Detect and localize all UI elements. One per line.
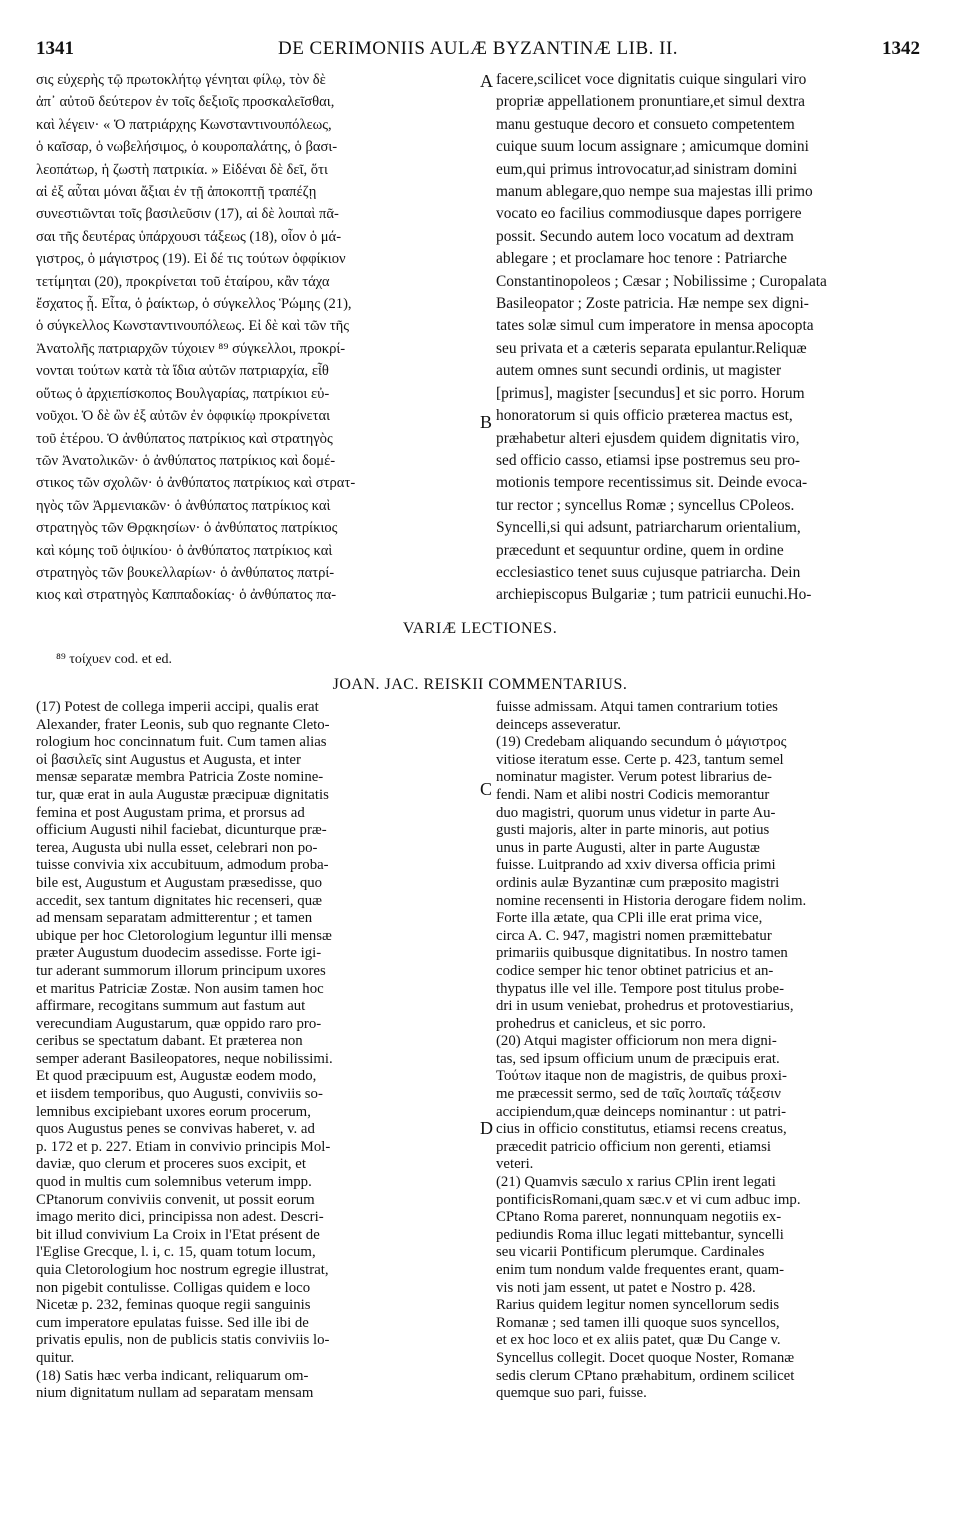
commentary-line: codice semper hic tenor obtinet patricius et an- (496, 962, 774, 979)
margin-marker-c: C (480, 779, 493, 799)
commentary-line: pediundis Roma illuc legati mittebantur, syncelli (496, 1226, 784, 1243)
commentary-line: bit illud convivium La Croix in l'Etat présent de (36, 1226, 320, 1243)
commentary-line: nomine recensenti in Historia derogare fidem nolim. (496, 892, 807, 909)
commentary-line: privatis epulis, non de publicis statis conviviis lo- (36, 1332, 330, 1349)
latin-text-line: archiepiscopus Bulgariæ ; tum patricii eunuchi.Ho- (496, 586, 812, 604)
greek-text-line: συνεστιῶνται τοῖς βασιλεῦσιν (17), αἱ δὲ λοιπαὶ πᾶ- (36, 206, 339, 223)
commentary-line: accipiendum,quæ deinceps nominantur : ut patri- (496, 1103, 787, 1120)
greek-text-line: Ἀνατολῆς πατριαρχῶν τύχοιεν ⁸⁹ σύγκελλοι, προκρί- (36, 340, 346, 357)
latin-text-line: propriæ appellationem pronuntiare,et simul dextra (496, 93, 806, 111)
commentary-line: præcedit patricio officium non gerenti, etiamsi (496, 1138, 772, 1155)
commentary-line: prohedrus et canicleus, et sic porro. (496, 1015, 706, 1032)
commentary-line: sedis clerum CPtano præhabitum, ordinem scilicet (496, 1367, 795, 1384)
commentary-line: circa A. C. 947, magistri nomen præmittebatur (496, 927, 772, 944)
commentary-line: Romanæ ; sed tamen illi quoque suos syncellos, (496, 1314, 780, 1331)
commentary-line: nominatur magister. Verum potest librarius de- (496, 769, 772, 786)
commentary-line: CPtanorum conviviis convenit, ut possit eorum (36, 1191, 315, 1208)
greek-text-line: ηγὸς τῶν Ἀρμενιακῶν· ὁ ἀνθύπατος πατρίκιος καὶ (36, 497, 331, 514)
latin-text-line: motionis tempore recentissimus sit. Deinde evoca- (496, 474, 808, 492)
commentary-line: præter Augustum duodecim assedisse. Forte igi- (36, 945, 322, 962)
commentary-line: vis noti jam essent, ut patet e Nostro p. 428. (496, 1279, 756, 1296)
commentary-line: cum imperatore epulatas fuisse. Sed ille ibi de (36, 1314, 309, 1331)
commentary-line: tur, quæ erat in aula Augustæ præcipuæ dignitatis (36, 786, 329, 803)
latin-translation-column (496, 69, 928, 607)
latin-text-line: manu gestuque decoro et consueto competentem (496, 115, 795, 133)
variae-lectiones-heading: VARIÆ LECTIONES. (402, 620, 558, 637)
commentary-line: femina et post Augustam prima, et prorsus ad (36, 804, 305, 821)
latin-text-line: tates solæ simul cum imperatore in mensa apocopta (496, 317, 814, 335)
commentary-heading: JOAN. JAC. REISKII COMMENTARIUS. (332, 676, 628, 693)
commentary-line: primariis quibusque dignitatibus. In nostro tamen (496, 945, 788, 962)
commentary-line: (21) Quamvis sæculo x rarius CPlin irent legati (496, 1174, 776, 1191)
latin-text-line: eum,qui primus introvocatur,ad sinistram domini (496, 160, 798, 178)
greek-text-line: ἀπ᾽ αὐτοῦ δεύτερον ἐν τοῖς δεξιοῖς προσκαλεῖσθαι, (36, 94, 335, 111)
margin-marker-d: D (480, 1118, 493, 1138)
commentary-line: Alexander, frater Leonis, sub quo regnante Cleto- (36, 716, 330, 733)
commentary-line: lemnibus excipiebant uxores eorum procerum, (36, 1103, 311, 1120)
greek-text-line: νοῦχοι. Ὁ δὲ ὢν ἐξ αὐτῶν ἐν ὀφφικίῳ προκρίνεται (36, 408, 331, 425)
commentary-line: accedit, sex tantum dignitates hic recenseri, quæ (36, 892, 322, 909)
commentary-line: dri in usum veniebat, prohedrus et protovestiarius, (496, 998, 794, 1015)
commentary-line: bile est, Augustum et Augustam præsedisse, quo (36, 874, 323, 891)
commentary-line: seu vicarii Pontificum plerumque. Cardinales (496, 1244, 765, 1261)
commentary-line: ubique per hoc Cletorologium leguntur illi mensæ (36, 927, 332, 944)
commentary-line: Rarius quidem legitur nomen syncellorum sedis (496, 1297, 780, 1314)
page-number-left: 1341 (36, 38, 74, 59)
commentary-line: tas, sed ipsum officium unum de præcipuis erat. (496, 1050, 780, 1067)
greek-text-line: καὶ κόμης τοῦ ὀψικίου· ὁ ἀνθύπατος πατρίκιος καὶ (36, 542, 333, 559)
latin-text-line: ecclesiastico tenet suus cujusque patriarcha. Dein (496, 563, 801, 581)
greek-text-column (36, 69, 476, 607)
margin-marker-b: B (480, 412, 493, 432)
commentary-line: enim tum nondum valde frequentes erant, quam- (496, 1262, 785, 1278)
latin-text-line: Constantinopoleos ; Cæsar ; Nobilissime ; Curopalata (496, 272, 827, 290)
latin-text-line: ablegare ; et proclamare hoc tenore : Patriarche (496, 250, 787, 268)
greek-text-line: τοῦ ἑτέρου. Ὁ ἀνθύπατος πατρίκιος καὶ στρατηγὸς (36, 430, 333, 447)
running-title: DE CERIMONIIS AULÆ BYZANTINÆ LIB. II. (277, 38, 679, 59)
latin-text-line: possit. Secundo autem loco vocatum ad dextram (496, 227, 794, 245)
latin-text-line: præcedunt et sequuntur ordine, quem in ordine (496, 541, 784, 559)
commentary-line: non pigebit contulisse. Colligas quidem e loco (36, 1279, 311, 1296)
commentary-line: veteri. (496, 1156, 534, 1173)
commentary-line: officium Augusti nihil faciebat, dicunturque præ- (36, 822, 327, 839)
commentary-left-column (36, 699, 476, 1403)
latin-text-line: præhabetur alteri ejusdem quidem dignitatis viro, (496, 429, 800, 447)
commentary-line: semper aderant Basileopatores, neque nobilissimi. (36, 1050, 333, 1067)
page-number-right: 1342 (882, 38, 920, 59)
commentary-line: verecundiam Augustarum, quæ oppido raro pro- (36, 1015, 322, 1032)
commentary-line: (17) Potest de collega imperii accipi, qualis erat (36, 699, 319, 715)
greek-text-line: γιστρος, ὁ μάγιστρος (19). Εἰ δέ τις τούτων ὀφφίκιον (36, 251, 346, 268)
commentary-line: duo magistri, quorum unus videtur in parte Au- (496, 804, 776, 821)
commentary-line: affirmare, recogitans summum aut fastum aut (36, 998, 306, 1015)
commentary-line: fendi. Nam et alibi nostri Codicis memorantur (496, 786, 770, 803)
greek-text-line: κιος καὶ στρατηγὸς Καππαδοκίας· ὁ ἀνθύπατος πα- (36, 587, 337, 604)
commentary-line: tur aderant summorum illorum principum uxores (36, 962, 326, 979)
commentary-line: imago merito dici, principissa non adest. Descri- (36, 1209, 324, 1226)
margin-marker-a: A (480, 71, 493, 91)
greek-text-line: ὁ καῖσαρ, ὁ νωβελήσιμος, ὁ κουροπαλάτης, ὁ βασι- (36, 139, 338, 156)
variant-reading-note: ⁸⁹ τοίχυεν cod. et ed. (56, 652, 173, 667)
commentary-line: p. 172 et p. 227. Etiam in convivio principis Mol- (36, 1138, 331, 1155)
commentary-line: quos Augustus penes se convivas haberet, v. ad (36, 1121, 315, 1138)
greek-text-line: αἱ ἐξ αὗται μόναι ἄξιαι ἐν τῇ ἀποκοπτῇ τραπέζῃ (36, 184, 317, 201)
commentary-line: Nicetæ p. 232, feminas quoque regii sanguinis (36, 1297, 311, 1314)
latin-text-line: honoratorum si quis officio præterea mactus est, (496, 407, 793, 425)
commentary-line: et iisdem temporibus, quo Augusti, conviviis so- (36, 1086, 323, 1103)
greek-text-line: τῶν Ἀνατολικῶν· ὁ ἀνθύπατος πατρίκιος καὶ δομέ- (36, 452, 336, 469)
latin-text-line: sed officio casso, etiamsi ipse postremus seu pro- (496, 451, 801, 469)
greek-text-line: σαι τῆς δευτέρας ὑπάρχουσι τάξεως (18), οἷον ὁ μά- (36, 228, 342, 245)
latin-text-line: [primus], magister [secundus] et sic porro. Horum (496, 384, 805, 402)
commentary-line: terea, Augusta ubi nulla esset, celebrari non po- (36, 839, 318, 856)
commentary-line: nium dignitatum nullam ad separatam mensam (36, 1385, 314, 1402)
greek-text-line: λεοπάτωρ, ἡ ζωστὴ πατρικία. » Εἰδέναι δὲ δεῖ, ὅτι (36, 161, 328, 178)
latin-text-line: Basileopator ; Zoste patricia. Hæ nempe sex digni- (496, 295, 809, 313)
commentary-line: mensæ separatæ membra Patricia Zoste nomine- (36, 769, 324, 786)
commentary-line: ordinis aulæ Byzantinæ cum præposito magistri (496, 874, 780, 891)
commentary-line: rologium hoc concinnatum fuit. Cum tamen alias (36, 734, 327, 751)
commentary-line: (18) Satis hæc verba indicant, reliquarum om- (36, 1367, 309, 1384)
commentary-line: daviæ, quo clerum et proceres suos excipit, et (36, 1156, 306, 1173)
commentary-line: ceribus se spectatum dabant. Et præterea non (36, 1033, 303, 1050)
greek-text-line: στρατηγὸς τῶν Θρᾳκησίων· ὁ ἀνθύπατος πατρίκιος (36, 520, 338, 537)
latin-text-line: autem omnes sunt secundi ordinis, ut magister (496, 362, 782, 380)
greek-text-line: σις εὐχερὴς τῷ πρωτοκλήτῳ γένηται φίλῳ, τὸν δὲ (36, 72, 326, 88)
commentary-line: (20) Atqui magister officiorum non mera digni- (496, 1033, 777, 1050)
running-header (36, 38, 920, 66)
greek-text-line: ὁ σύγκελλος Κωνσταντινουπόλεως. Εἰ δὲ καὶ τῶν τῆς (36, 318, 350, 335)
commentary-line: vitiose iteratum esse. Certe p. 423, tantum semel (496, 751, 784, 768)
commentary-line: gusti majoris, alter in parte minoris, aut potius (496, 822, 770, 839)
latin-text-line: manum ablegare,quo nempe sua majestas illi primo (496, 183, 813, 201)
commentary-line: (19) Credebam aliquando secundum ὁ μάγιστρος (496, 734, 787, 751)
latin-text-line: seu privata et a cæteris separata epulantur.Reliquæ (496, 339, 807, 357)
commentary-line: et maritus Patriciæ Zostæ. Non ausim tamen hoc (36, 980, 324, 997)
commentary-line: ad mensam separatam admitterentur ; et tamen (36, 910, 313, 927)
commentary-line: Forte illa ætate, qua CPli ille erat prima vice, (496, 910, 763, 927)
commentary-line: fuisse admissam. Atqui tamen contrarium toties (496, 699, 778, 715)
commentary-right-column (496, 699, 928, 1403)
commentary-line: thypatus ille vel ille. Tempore post titulus probe- (496, 980, 785, 997)
commentary-line: deinceps asseveratur. (496, 716, 621, 733)
commentary-line: οἱ βασιλεῖς sint Augustus et Augusta, et inter (36, 751, 301, 768)
commentary-line: unus in parte Augusti, alter in parte Augustæ (496, 839, 760, 856)
latin-text-line: cuique suum locum assignare ; amicumque domini (496, 138, 809, 156)
greek-text-line: νονται τούτων κατὰ τὰ ἴδια αὐτῶν πατριαρχία, εἶθ (36, 363, 329, 380)
commentary-line: l'Eglise Grecque, l. i, c. 15, quam totum locum, (36, 1244, 316, 1261)
latin-text-line: Syncelli,si qui adsunt, patriarcharum orientalium, (496, 519, 801, 537)
greek-text-line: οὕτως ὁ ἀρχιεπίσκοπος Βουλγαρίας, πατρίκιοι εὐ- (36, 385, 330, 402)
commentary-line: tuisse convivia xix accubituum, admodum proba- (36, 857, 329, 874)
latin-text-line: vocato eo facilius commodiusque dapes porrigere (496, 205, 802, 223)
commentary-line: Et quod præcipuum est, Augustæ eodem modo, (36, 1068, 317, 1085)
latin-text-line: facere,scilicet voce dignitatis cuique singulari viro (496, 71, 807, 88)
greek-text-line: τετίμηται (20), προκρίνεται τοῦ ἑταίρου, κἂν τάχα (36, 273, 330, 290)
commentary-line: cius in officio constitutus, etiamsi recens creatus, (496, 1121, 787, 1138)
commentary-line: et ex hoc loco et ex aliis patet, quæ Du Cange v. (496, 1332, 781, 1349)
commentary-line: fuisse. Luitprando ad xxiv diversa officia primi (496, 857, 776, 874)
commentary-line: me præcessit sermo, sed de ταῖς λοιπαῖς τάξεσιν (496, 1086, 781, 1103)
commentary-line: quod in multis cum solemnibus veterum impp. (36, 1174, 312, 1191)
commentary-line: Syncellus collegit. Docet quoque Noster, Romanæ (496, 1349, 795, 1366)
commentary-line: Τούτων itaque non de magistris, de quibus proxi- (496, 1068, 787, 1085)
commentary-line: quia Cletorologium hoc nostrum egregie illustrat, (36, 1262, 329, 1278)
greek-text-line: ἔσχατος ᾖ. Εἶτα, ὁ ῥαίκτωρ, ὁ σύγκελλος Ῥώμης (21), (36, 296, 352, 313)
commentary-line: quemque suo pari, fuisse. (496, 1385, 647, 1402)
commentary-line: pontificisRomani,quam sæc.v et vi cum adbuc imp. (496, 1191, 801, 1208)
commentary-line: quitur. (36, 1349, 75, 1366)
greek-text-line: καὶ λέγειν· « Ὁ πατριάρχης Κωνσταντινουπόλεως, (36, 116, 332, 133)
latin-text-line: tur rector ; syncellus Romæ ; syncellus CPoleos. (496, 496, 795, 514)
greek-text-line: στρατηγὸς τῶν βουκελλαρίων· ὁ ἀνθύπατος πατρί- (36, 564, 335, 581)
commentary-line: CPtano Roma pareret, nonnunquam negotiis ex- (496, 1209, 782, 1226)
greek-text-line: στικος τῶν σχολῶν· ὁ ἀνθύπατος πατρίκιος καὶ στρατ- (36, 475, 356, 492)
